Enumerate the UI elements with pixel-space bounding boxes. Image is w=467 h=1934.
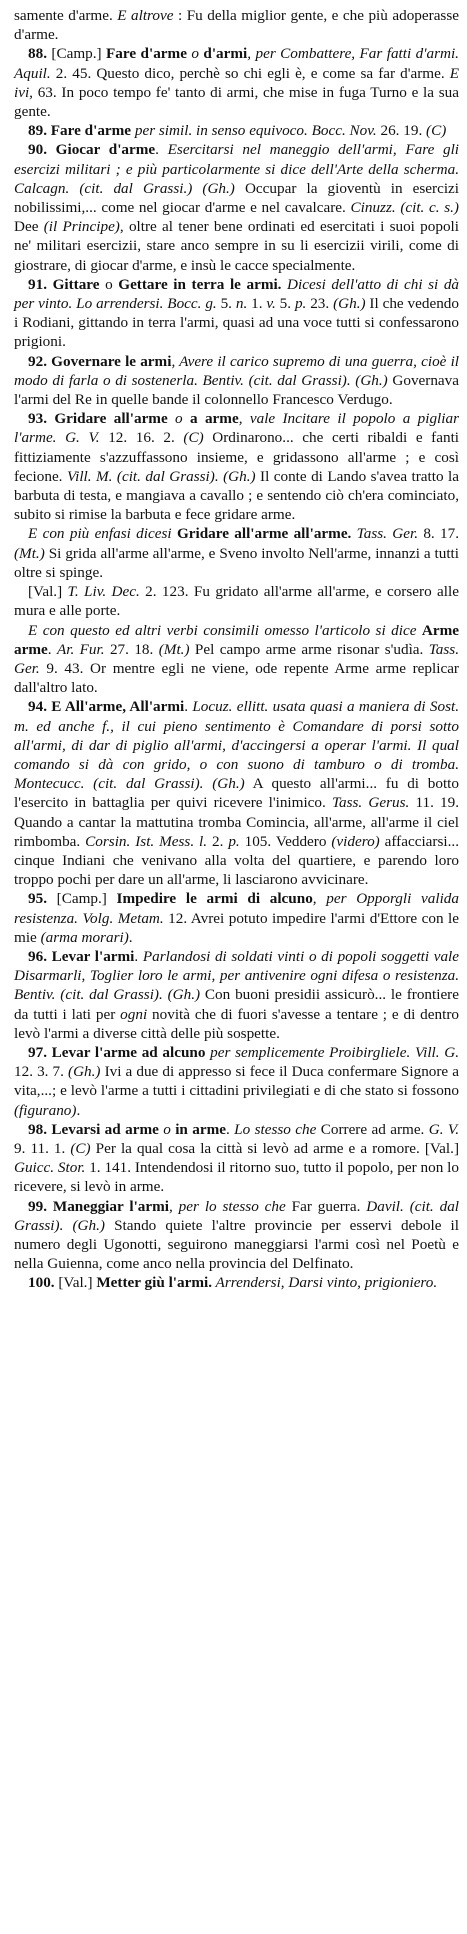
italic-text: per Opporgli valida resistenza. Volg. Metam.: [14, 890, 459, 927]
body-text: 23.: [306, 295, 334, 313]
body-text: Pel campo arme arme risonar s'udìa.: [189, 640, 429, 658]
headword: Metter giù l'armi.: [96, 1274, 213, 1292]
headword: Gridare all'arme all'arme.: [176, 525, 352, 543]
italic-text: p.: [228, 832, 240, 850]
italic-text: Dicesi dell'atto di chi si dà per vinto. Lo arrendersi. Bocc. g.: [14, 275, 460, 313]
body-text: Far guerra.: [285, 1197, 367, 1215]
body-text: Ivi a due di appresso si fece il Duca confermare Signore a vita,...; e levò l'arme a tutti i cittadini privilegiati e di che stato si fossono: [14, 1063, 459, 1100]
body-text: Ordinarono... che certi ribaldi e fanti fittiziamente s'azzuffassono insieme, e gridassono all'arme ; e così fecione.: [14, 429, 460, 485]
headword: Gettare in terra le armi.: [118, 275, 282, 293]
body-text: Il conte di Lando s'avea tratto la barbuta di testa, e mangiava a cavallo ; e sentendo ciò ch'era cominciato, subito si rimise la barbuta e fece gridare arme.: [14, 467, 459, 524]
body-text: 9. 11. 1.: [14, 1139, 71, 1157]
italic-text: (figurano): [14, 1101, 77, 1119]
body-text: .: [134, 947, 143, 965]
italic-text: T. Liv. Dec.: [67, 583, 140, 601]
body-text: .: [155, 141, 168, 159]
italic-text: Corsin. Ist. Mess. l.: [85, 832, 208, 850]
italic-text: Tass. Ger.: [351, 525, 418, 543]
body-text: 11. 19. Quando a cantar la mattutina tromba Comincia, all'arme, all'arme il ciel rimbomba.: [14, 794, 460, 850]
entry-e89: [14, 121, 459, 140]
body-text: Il che vedendo i Rodiani, gittando in terra l'armi, quasi ad una voce tutti si confessarono prigioni.: [14, 295, 459, 351]
entry-e90: [14, 140, 459, 274]
body-text: 1. 141. Intendendosi il ritorno suo, tutto il popolo, per non lo ricevere, si levò in arme.: [14, 1159, 459, 1196]
italic-text: Tass. Ger.: [14, 640, 459, 677]
entry-e91: [14, 275, 459, 352]
body-text: .: [47, 640, 57, 658]
body-text: 63. In poco tempo fe' tanto di armi, che mise in fuga Turno e la sua gente.: [14, 83, 459, 121]
body-text: [Val.]: [28, 583, 68, 601]
entry-number: 96.: [28, 947, 47, 965]
entry-e95: [14, 889, 459, 947]
body-text: Stando quiete l'altre provincie per esservi debole il numero degli Ugonotti, seguirono maneggiarsi l'armi così nel Poetù e nella Guienna, come anco nella provincia del Delfinato.: [14, 1216, 459, 1273]
body-text: [Camp.]: [46, 45, 107, 63]
italic-text: (Gh.): [333, 295, 366, 313]
body-text: 5.: [216, 295, 236, 313]
body-text: ,: [312, 890, 327, 908]
body-text: affacciarsi... cinque Indiani che venivano alla volta del quartiere, e parendo loro troppo pochi per dare un all'arme, li lasciarono avvicinare.: [14, 832, 459, 889]
italic-text: E con questo ed altri verbi consimili omesso l'articolo si dice: [28, 621, 417, 639]
entry-number: 98.: [28, 1120, 47, 1138]
headword: Fare d'arme: [106, 45, 192, 63]
headword: Giocar d'arme: [55, 141, 156, 159]
italic-text: (Mt.): [14, 544, 45, 562]
italic-text: (videro): [331, 832, 380, 850]
body-text: Dee: [14, 218, 44, 236]
italic-text: , per Combattere, Far fatti d'armi. Aquil.: [14, 45, 459, 82]
italic-text: Davil. (cit. dal Grassi). (Gh.): [14, 1197, 460, 1234]
headword: Levarsi ad arme: [51, 1120, 159, 1138]
body-text: .: [184, 698, 193, 716]
headword: Arme arme: [14, 621, 459, 658]
body-text: samente d'arme.: [14, 7, 118, 24]
italic-text: Locuz. ellitt. usata quasi a maniera di Sost. m. ed anche f., il cui pieno sentimento è Comandare di porsi sotto all'armi, di dar di piglio all'armi, d'accingersi a operar l'armi. Il qual comando si dà con grido, o con suono di tamburo o di tromba. Montecucc. (cit. dal Grassi). (Gh.): [14, 698, 459, 793]
body-text: 2.: [207, 832, 229, 850]
body-text: Per la qual cosa la città si levò ad arme e a romore. [Val.]: [90, 1139, 460, 1157]
entry-cont: [14, 6, 459, 44]
body-text: 12. Avrei potuto impedire l'armi d'Ettore con le mie: [14, 909, 459, 946]
headword: in arme: [175, 1120, 226, 1138]
italic-text: n.: [235, 295, 248, 313]
body-text: novità che di fuori s'avesse a tentare ; e di dentro levò l'armi a diverse città delle più sospette.: [14, 1005, 459, 1042]
headword: Gridare all'arme: [54, 410, 168, 428]
italic-text: (Gh.): [68, 1063, 101, 1081]
body-text: Si grida all'arme all'arme, e Sveno involto Nell'arme, innanzi a tutti oltre si spinge.: [14, 544, 459, 581]
headword: a arme: [190, 410, 239, 428]
italic-text: o: [191, 45, 199, 63]
italic-text: p.: [294, 295, 307, 313]
italic-text: Cinuzz. (cit. c. s.): [350, 199, 459, 217]
body-text: Con buoni presidii assicurò... le frontiere da tutti i lati per: [14, 986, 459, 1023]
italic-text: Lo stesso che: [234, 1120, 317, 1138]
body-text: [Camp.]: [46, 890, 117, 908]
entry-e93b: [14, 524, 459, 582]
body-text: 2. 123. Fu gridato all'arme all'arme, e corsero alle mura e alle porte.: [14, 583, 459, 620]
entry-number: 100.: [28, 1274, 55, 1292]
entry-e88: [14, 44, 459, 121]
entry-number: 93.: [28, 410, 47, 428]
body-text: 26. 19.: [376, 122, 427, 140]
headword: Impedire le armi di alcuno: [116, 890, 313, 908]
headword: Governare le armi: [51, 352, 172, 370]
italic-text: Ar. Fur.: [56, 640, 105, 658]
body-text: 12. 16. 2.: [99, 429, 184, 447]
body-text: Occupar la gioventù in esercizi nobilissimi,... come nel giocar d'arme e nel cavalcare.: [14, 179, 460, 217]
entry-e93: [14, 409, 459, 524]
entry-number: 89.: [28, 122, 47, 140]
body-text: , oltre al tener bene ordinati ed esercitati i suoi popoli ne' militari esercizii, stare anco sempre in su li esercizii virili, come di giostrare, di giocar d'arme, e insù le cacce specialmente.: [14, 218, 459, 274]
entry-number: 95.: [28, 890, 47, 908]
italic-text: , vale Incitare il popolo a pigliar l'arme. G. V.: [14, 410, 460, 447]
italic-text: E con più enfasi dicesi: [28, 525, 172, 543]
italic-text: (C): [426, 122, 447, 140]
italic-text: (arma morari): [40, 928, 129, 946]
entry-e96: [14, 947, 459, 1043]
italic-text: Vill. M. (cit. dal Grassi). (Gh.): [66, 467, 256, 485]
italic-text: o: [158, 1120, 176, 1138]
body-text: 5.: [275, 295, 295, 313]
entry-number: 97.: [28, 1043, 47, 1061]
body-text: [47, 141, 56, 158]
entry-number: 92.: [28, 352, 47, 370]
italic-text: Arrendersi, Darsi vinto, prigioniero.: [212, 1274, 438, 1292]
headword: Fare d'arme: [50, 122, 132, 140]
body-text: 12. 3. 7.: [14, 1063, 69, 1081]
headword: d'armi: [198, 45, 248, 63]
italic-text: o: [167, 410, 191, 428]
italic-text: E altrove: [117, 7, 174, 24]
body-text: 1.: [247, 295, 267, 313]
body-text: .: [225, 1120, 235, 1138]
entry-e94: [14, 697, 459, 889]
italic-text: v.: [266, 295, 276, 313]
headword: Levar l'arme ad alcuno: [51, 1043, 206, 1061]
italic-text: , Avere il carico supremo di una guerra, cioè il modo di farla o di sostenerla. Bentiv. (cit. dal Grassi). (Gh.): [14, 352, 460, 389]
italic-text: Guicc. Stor.: [14, 1159, 86, 1177]
headword: Gittare: [52, 275, 100, 293]
entry-e93c: [14, 582, 459, 620]
headword: Maneggiar l'armi: [52, 1197, 169, 1215]
entry-number: 88.: [28, 45, 47, 63]
body-text: A questo all'armi... fu di botto l'esercito in battaglia per quivi ricevere l'inimico.: [14, 775, 459, 812]
entry-number: 94.: [28, 698, 47, 716]
entry-e92: [14, 352, 459, 410]
body-text: 8. 17.: [418, 525, 460, 543]
italic-text: E ivi,: [14, 64, 459, 101]
body-text: [Val.]: [54, 1274, 97, 1292]
italic-text: Tass. Gerus.: [331, 794, 410, 812]
body-text: Governava l'armi del Re in quelle bande il colonnello Francesco Verdugo.: [14, 371, 459, 409]
italic-text: (il Principe): [43, 218, 120, 236]
headword: E All'arme, All'armi: [51, 698, 185, 716]
italic-text: (C): [70, 1139, 91, 1157]
body-text: : Fu della miglior gente, e che più adoperasse d'arme.: [14, 7, 459, 44]
body-text: 27. 18.: [104, 640, 159, 658]
entry-number: 99.: [28, 1197, 47, 1215]
body-text: 105. Veddero: [239, 832, 332, 850]
body-text: Correre ad arme.: [316, 1120, 429, 1138]
headword: Levar l'armi: [51, 947, 135, 965]
entry-e93d: [14, 621, 459, 698]
italic-text: (Mt.): [158, 640, 190, 658]
entry-e100: [14, 1273, 459, 1292]
entry-e97: [14, 1043, 459, 1120]
italic-text: ogni: [120, 1005, 148, 1023]
italic-text: G. V.: [428, 1120, 459, 1138]
body-text: 9. 43. Or mentre egli ne viene, ode repente Arme arme replicar dall'altro lato.: [14, 659, 459, 697]
italic-text: (C): [183, 429, 204, 447]
italic-text: per simil. in senso equivoco. Bocc. Nov.: [131, 122, 377, 140]
entry-e99: [14, 1197, 459, 1274]
body-text: .: [128, 928, 133, 946]
entry-number: 91.: [28, 275, 47, 293]
entry-number: 90.: [28, 141, 47, 159]
body-text: o: [99, 275, 119, 293]
italic-text: , per lo stesso che: [169, 1197, 286, 1215]
italic-text: Parlandosi di soldati vinti o di popoli soggetti vale Disarmarli, Toglier loro le armi, per antivenire ogni difesa o resistenza. Bentiv. (cit. dal Grassi). (Gh.): [14, 947, 460, 1004]
italic-text: Esercitarsi nel maneggio dell'armi, Fare gli esercizi militari ; e più particolarmente si dice dell'Arte della scherma. Calcagn. (cit. dal Grassi.) (Gh.): [14, 141, 460, 197]
body-text: 2. 45. Questo dico, perchè so chi egli è, e come sa far d'arme.: [50, 64, 450, 82]
entry-e98: [14, 1120, 459, 1197]
body-text: .: [76, 1101, 81, 1119]
italic-text: per semplicemente Proibirgliele. Vill. G.: [205, 1043, 460, 1061]
